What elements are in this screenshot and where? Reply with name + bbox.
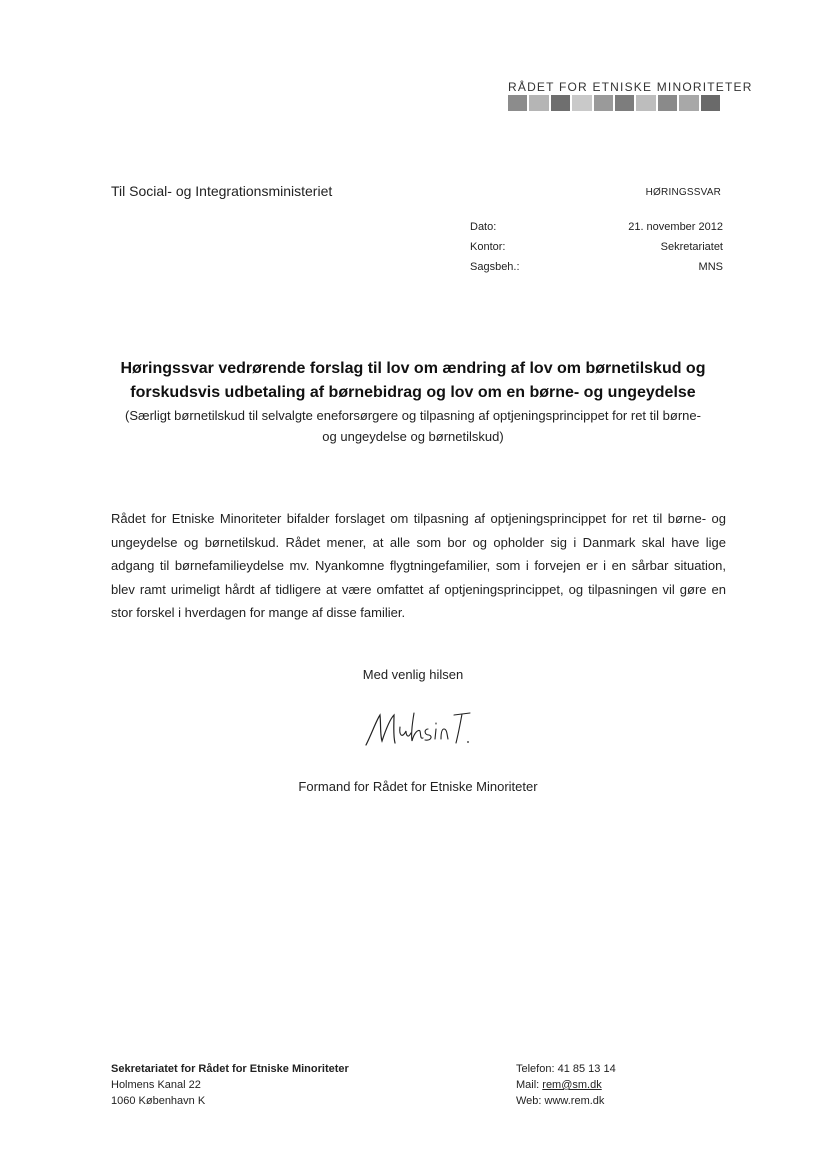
meta-label: Sagsbeh.: [470, 261, 520, 273]
footer-contact [516, 1061, 616, 1109]
meta-value: 21. november 2012 [628, 221, 723, 233]
recipient: Til Social- og Integrationsministeriet [111, 183, 333, 199]
logo-segment [701, 95, 720, 111]
footer-address [111, 1061, 349, 1109]
meta-row-office [470, 241, 723, 261]
closing-greeting: Med venlig hilsen [362, 667, 464, 682]
footer-mail-link[interactable]: rem@sm.dk [542, 1079, 602, 1091]
logo-segment [551, 95, 570, 111]
meta-row-case-handler [470, 261, 723, 281]
organization-logo-text: RÅDET FOR ETNISKE MINORITETER [508, 80, 753, 94]
footer-web[interactable]: Web: www.rem.dk [516, 1095, 605, 1107]
document-title-line-1: Høringssvar vedrørende forslag til lov om ændring af lov om børnetilskud og [120, 360, 706, 377]
meta-row-date [470, 221, 723, 241]
footer-mail-label: Mail: [516, 1079, 543, 1091]
handwritten-signature [362, 705, 472, 753]
document-type: HØRINGSSVAR [645, 187, 721, 198]
logo-color-bar [508, 95, 720, 111]
document-meta [470, 221, 723, 281]
logo-segment [636, 95, 655, 111]
meta-value: MNS [698, 261, 723, 273]
document-subtitle-line-2: og ungeydelse og børnetilskud) [322, 429, 504, 444]
document-title-line-2: forskudsvis udbetaling af børnebidrag og lov om en børne- og ungeydelse [130, 384, 696, 401]
logo-segment [679, 95, 698, 111]
footer-phone: Telefon: 41 85 13 14 [516, 1063, 616, 1075]
footer-city: 1060 København K [111, 1095, 206, 1107]
logo-segment [594, 95, 613, 111]
logo-segment [508, 95, 527, 111]
footer-organization: Sekretariatet for Rådet for Etniske Minoriteter [111, 1063, 349, 1075]
document-subtitle-line-1: (Særligt børnetilskud til selvalgte eneforsørgere og tilpasning af optjeningsprincippet for ret til børne- [125, 408, 701, 423]
meta-value: Sekretariatet [660, 241, 723, 253]
logo-segment [572, 95, 591, 111]
footer-mail-row [516, 1077, 616, 1093]
signer-title: Formand for Rådet for Etniske Minoriteter [298, 779, 538, 794]
footer-street: Holmens Kanal 22 [111, 1079, 201, 1091]
meta-label: Kontor: [470, 241, 506, 253]
logo-segment [658, 95, 677, 111]
body-paragraph: Rådet for Etniske Minoriteter bifalder forslaget om tilpasning af optjeningsprincippet for ret til børne- og ungeydelse og børnetilskud. Rådet mener, at alle som bor og opholder sig i Danmark skal have lige adgang til børnefamilieydelse mv. Nyankomne flygtningefamilier, som i forvejen er i en sårbar situation, blev ramt urimeligt hårdt af tidligere at være omfattet af optjeningsprincippet, og tilpasningen vil gøre en stor forskel i hverdagen for mange af disse familier. [111, 511, 726, 620]
meta-label: Dato: [470, 221, 497, 233]
document-title-block [100, 357, 726, 447]
logo-segment [615, 95, 634, 111]
logo-segment [529, 95, 548, 111]
